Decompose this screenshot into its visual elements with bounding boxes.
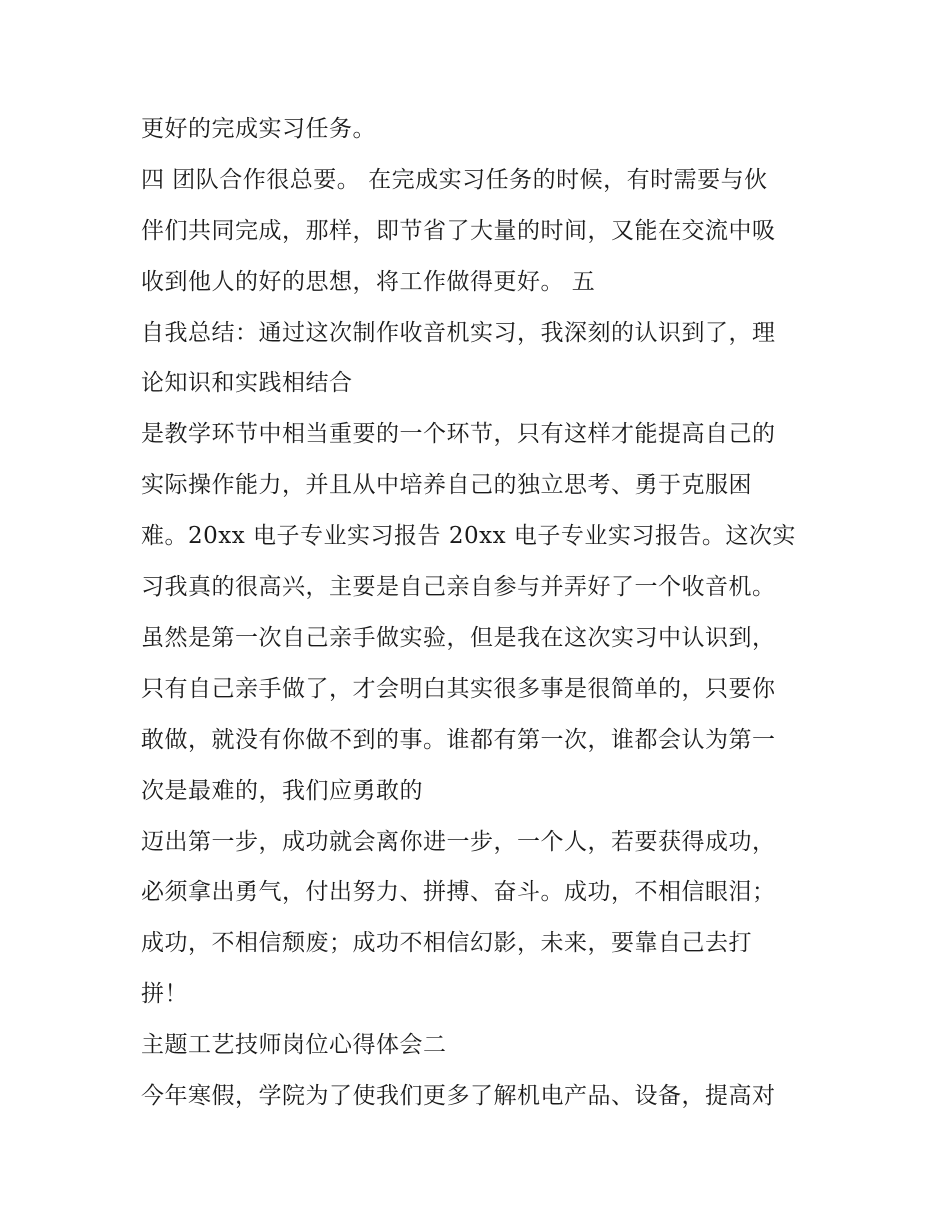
text-line: 习我真的很高兴，主要是自己亲自参与并弄好了一个收音机。 [141,574,776,600]
text-line: 敢做，就没有你做不到的事。谁都有第一次，谁都会认为第一 [141,727,776,753]
text-line: 今年寒假，学院为了使我们更多了解机电产品、设备，提高对 [141,1083,776,1109]
text-line: 虽然是第一次自己亲手做实验，但是我在这次实习中认识到， [141,625,776,651]
text-line: 实际操作能力，并且从中培养自己的独立思考、勇于克服困 [141,472,752,498]
text-line: 次是最难的，我们应勇敢的 [141,778,423,804]
text-line: 自我总结：通过这次制作收音机实习，我深刻的认识到了，理 [141,320,776,346]
text-line: 只有自己亲手做了，才会明白其实很多事是很简单的，只要你 [141,676,776,702]
section-heading: 主题工艺技师岗位心得体会二 [141,1032,447,1058]
text-line: 迈出第一步，成功就会离你进一步，一个人，若要获得成功， [141,829,776,855]
text-line: 成功，不相信颓废；成功不相信幻影，未来，要靠自己去打 [141,930,752,956]
text-line: 必须拿出勇气，付出努力、拼搏、奋斗。成功，不相信眼泪； [141,879,776,905]
text-line: 更好的完成实习任务。 [141,116,376,142]
text-line: 伴们共同完成，那样，即节省了大量的时间，又能在交流中吸 [141,218,776,244]
text-line: 是教学环节中相当重要的一个环节，只有这样才能提高自己的 [141,421,776,447]
text-line: 四 团队合作很总要。 在完成实习任务的时候，有时需要与伙 [141,167,768,193]
text-line: 论知识和实践相结合 [141,370,353,396]
text-line: 收到他人的好的思想，将工作做得更好。 五 [141,269,596,295]
text-line: 拼！ [141,981,188,1007]
text-line: 难。20xx 电子专业实习报告 20xx 电子专业实习报告。这次实 [141,523,796,549]
